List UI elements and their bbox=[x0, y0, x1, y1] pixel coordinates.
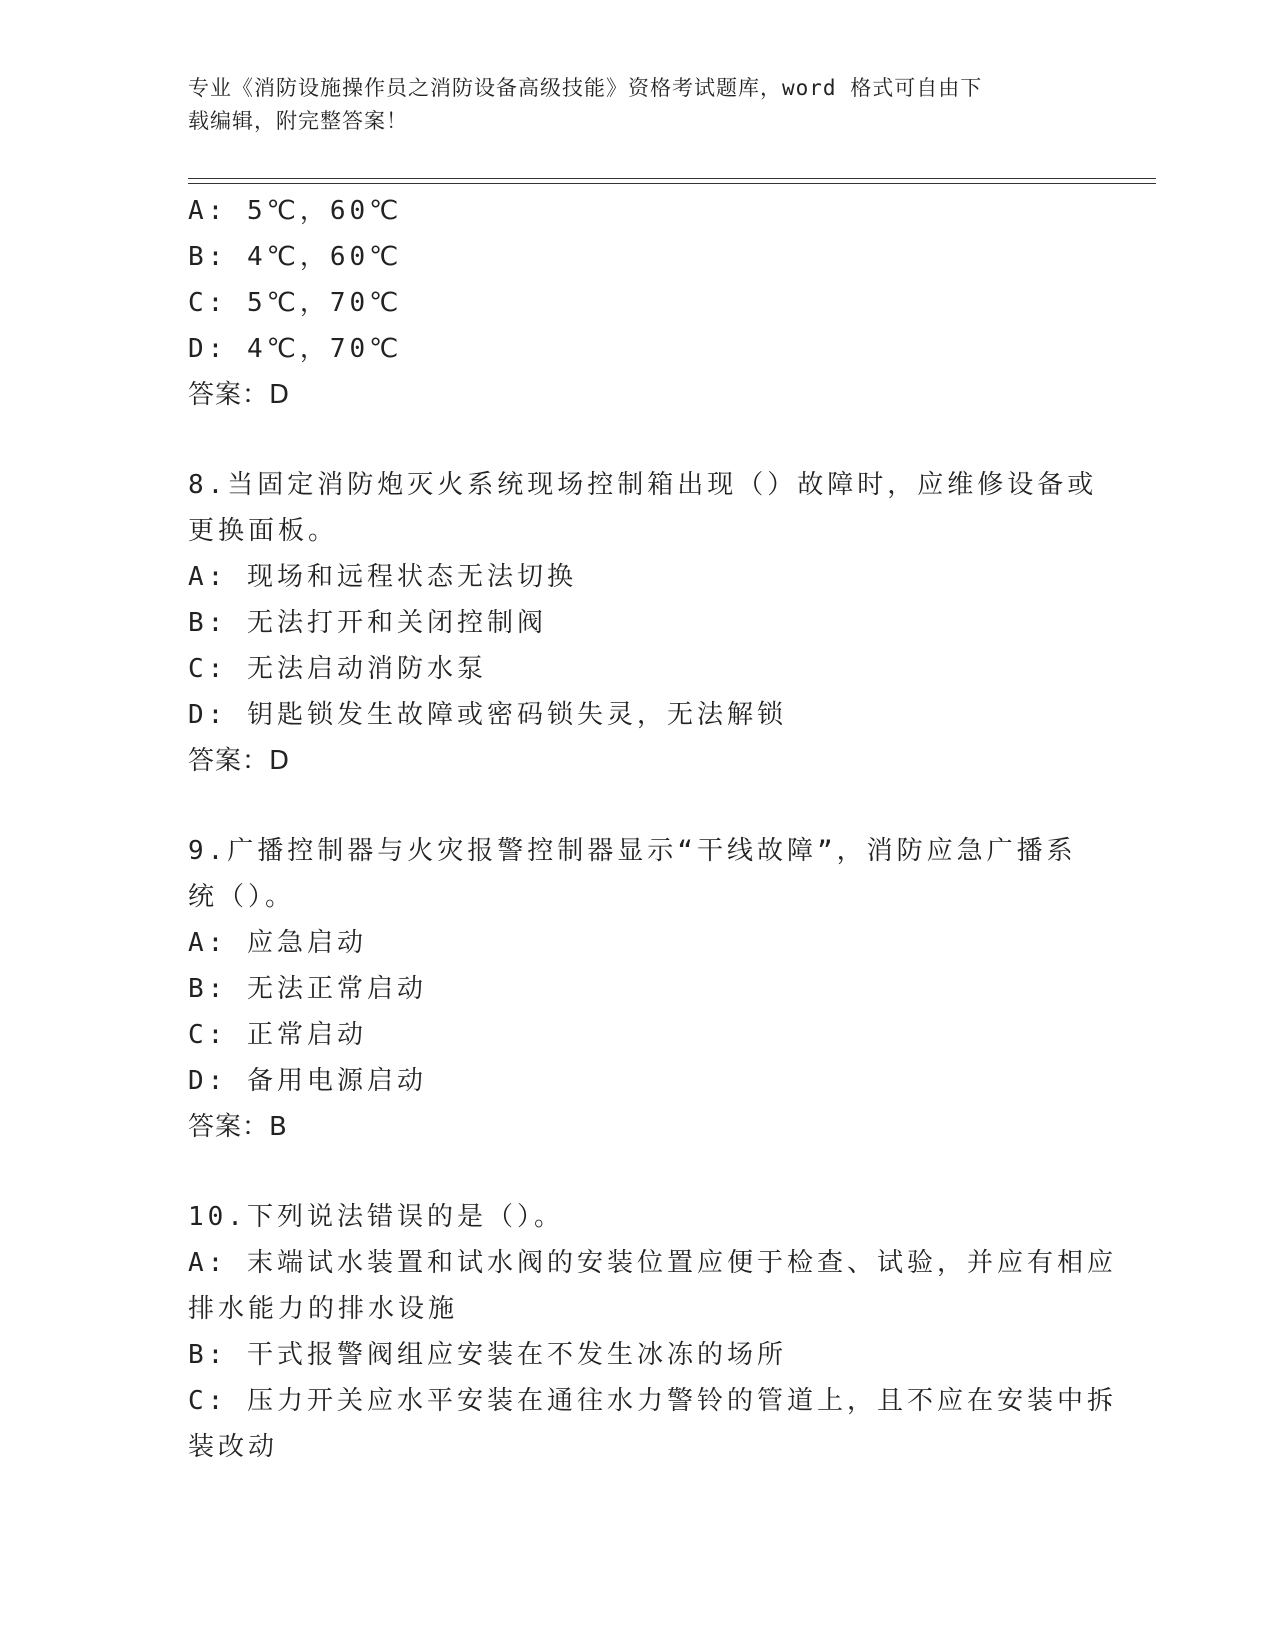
question-9 bbox=[188, 828, 1088, 1150]
option-c: C: 压力开关应水平安装在通往水力警铃的管道上，且不应在安装中拆 bbox=[188, 1386, 1117, 1416]
question-stem: 8.当固定消防炮灭火系统现场控制箱出现（）故障时，应维修设备或 bbox=[188, 470, 1098, 500]
option-b: B: 干式报警阀组应安装在不发生冰冻的场所 bbox=[188, 1340, 787, 1370]
answer: 答案：D bbox=[188, 380, 291, 410]
question-10 bbox=[188, 1194, 1117, 1470]
question-stem-continued: 统（）。 bbox=[188, 882, 296, 912]
option-b: B: 4℃，60℃ bbox=[188, 242, 403, 272]
question-stem: 9.广播控制器与火灾报警控制器显示“干线故障”，消防应急广播系 bbox=[188, 836, 1077, 866]
option-a: A: 5℃，60℃ bbox=[188, 196, 403, 226]
answer: 答案：D bbox=[188, 746, 291, 776]
option-c: C: 正常启动 bbox=[188, 1020, 367, 1050]
header-line-2: 载编辑，附完整答案！ bbox=[188, 109, 408, 133]
header-line-1: 专业《消防设施操作员之消防设备高级技能》资格考试题库，word 格式可自由下 bbox=[188, 76, 983, 100]
question-8 bbox=[188, 462, 1098, 784]
option-d: D: 4℃，70℃ bbox=[188, 334, 403, 364]
option-b: B: 无法打开和关闭控制阀 bbox=[188, 608, 547, 638]
option-a: A: 现场和远程状态无法切换 bbox=[188, 562, 577, 592]
header-rule-bottom bbox=[188, 183, 1156, 184]
option-c: C: 无法启动消防水泵 bbox=[188, 654, 487, 684]
option-d: D: 备用电源启动 bbox=[188, 1066, 427, 1096]
question-stem-continued: 更换面板。 bbox=[188, 516, 339, 546]
option-d: D: 钥匙锁发生故障或密码锁失灵，无法解锁 bbox=[188, 700, 787, 730]
option-b: B: 无法正常启动 bbox=[188, 974, 427, 1004]
document-header bbox=[188, 72, 1068, 138]
option-c: C: 5℃，70℃ bbox=[188, 288, 403, 318]
question-stem: 10.下列说法错误的是（）。 bbox=[188, 1202, 564, 1232]
header-rule-top bbox=[188, 178, 1156, 179]
question-list bbox=[188, 188, 1117, 1470]
option-a: A: 应急启动 bbox=[188, 928, 367, 958]
question-7 bbox=[188, 188, 1088, 418]
option-a-continued: 排水能力的排水设施 bbox=[188, 1294, 459, 1324]
answer: 答案：B bbox=[188, 1112, 288, 1142]
option-c-continued: 装改动 bbox=[188, 1432, 279, 1462]
option-a: A: 末端试水装置和试水阀的安装位置应便于检查、试验，并应有相应 bbox=[188, 1248, 1117, 1278]
